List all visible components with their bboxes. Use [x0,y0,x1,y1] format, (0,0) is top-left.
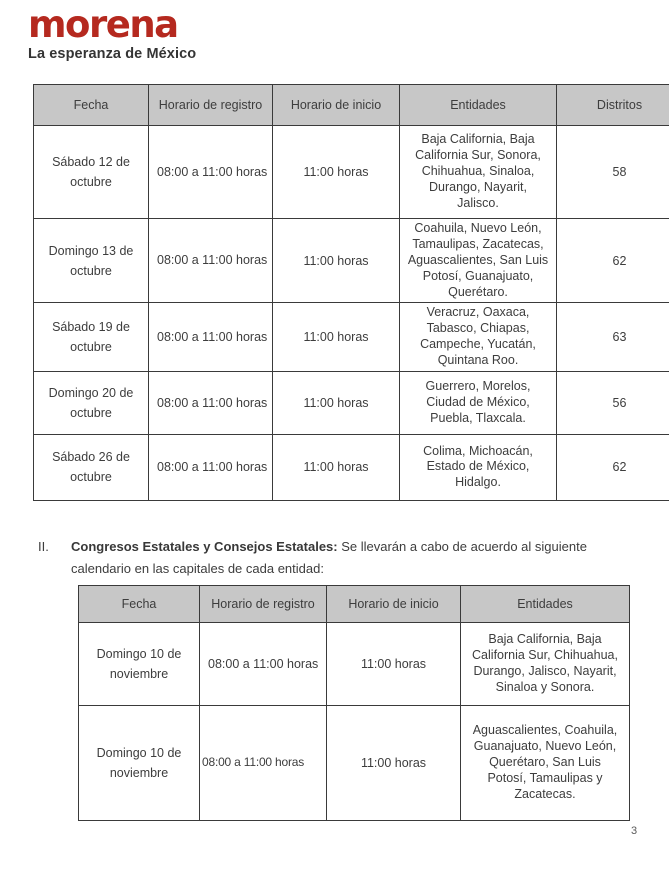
cell-fecha: Sábado 26 de octubre [34,434,149,500]
section-ii-body-text: Se llevarán a cabo de acuerdo al siguiente calendario en las capitales de cada entidad: [71,539,587,577]
cell-horario-registro: 08:00 a 11:00 horas [149,219,273,303]
column-header-horario-registro: Horario de registro [200,586,327,623]
cell-horario-registro: 08:00 a 11:00 horas [149,434,273,500]
cell-horario-inicio: 11:00 horas [273,371,400,434]
cell-horario-inicio: 11:00 horas [273,303,400,372]
column-header-entidades: Entidades [461,586,630,623]
cell-fecha: Sábado 19 de octubre [34,303,149,372]
cell-entidades: Aguascalientes, Coahuila, Guanajuato, Nuevo León, Querétaro, San Luis Potosí, Tamaulipas y Zacatecas. [461,706,630,821]
cell-fecha: Domingo 13 de octubre [34,219,149,303]
table-row [79,706,630,821]
cell-horario-inicio: 11:00 horas [273,126,400,219]
cell-entidades: Guerrero, Morelos, Ciudad de México, Puebla, Tlaxcala. [400,371,557,434]
cell-horario-inicio: 11:00 horas [327,623,461,706]
table-row [34,219,669,303]
column-header-horario-inicio: Horario de inicio [327,586,461,623]
cell-horario-registro: 08:00 a 11:00 horas [200,623,327,706]
cell-horario-inicio: 11:00 horas [273,219,400,303]
state-congress-calendar-table [78,585,630,821]
table1-header [34,85,669,126]
column-header-fecha: Fecha [34,85,149,126]
table-header-row [79,586,630,623]
cell-horario-registro: 08:00 a 11:00 horas [200,706,327,821]
morena-logo [28,3,197,62]
column-header-distritos: Distritos [557,85,669,126]
table-row [34,303,669,372]
table-row [34,434,669,500]
page-number: 3 [631,825,638,837]
brand-tagline: La esperanza de México [28,45,197,62]
cell-entidades: Baja California, Baja California Sur, Chihuahua, Durango, Jalisco, Nayarit, Sinaloa y Sonora. [461,623,630,706]
cell-fecha: Domingo 20 de octubre [34,371,149,434]
table2-body [79,623,630,821]
table2-header [79,586,630,623]
section-ii-number: II. [38,539,49,554]
section-ii-title: Congresos Estatales y Consejos Estatales: [71,539,338,554]
column-header-horario-inicio: Horario de inicio [273,85,400,126]
cell-distritos: 62 [557,219,669,303]
column-header-fecha: Fecha [79,586,200,623]
cell-entidades: Colima, Michoacán, Estado de México, Hidalgo. [400,434,557,500]
cell-entidades: Baja California, Baja California Sur, Sonora, Chihuahua, Sinaloa, Durango, Nayarit, Jalisco. [400,126,557,219]
section-ii-paragraph [38,536,638,580]
cell-distritos: 56 [557,371,669,434]
column-header-horario-registro: Horario de registro [149,85,273,126]
brand-wordmark: morena [28,3,178,46]
table1-body [34,126,669,501]
table-header-row [34,85,669,126]
cell-distritos: 62 [557,434,669,500]
cell-fecha: Sábado 12 de octubre [34,126,149,219]
cell-horario-registro: 08:00 a 11:00 horas [149,303,273,372]
cell-horario-registro: 08:00 a 11:00 horas [149,126,273,219]
cell-entidades: Veracruz, Oaxaca, Tabasco, Chiapas, Campeche, Yucatán, Quintana Roo. [400,303,557,372]
district-congress-calendar-table [33,84,669,501]
cell-distritos: 58 [557,126,669,219]
cell-distritos: 63 [557,303,669,372]
cell-horario-inicio: 11:00 horas [273,434,400,500]
cell-fecha: Domingo 10 de noviembre [79,706,200,821]
table-row [34,371,669,434]
table-row [79,623,630,706]
cell-horario-registro: 08:00 a 11:00 horas [149,371,273,434]
table-row [34,126,669,219]
section-ii-text [71,536,638,580]
column-header-entidades: Entidades [400,85,557,126]
cell-fecha: Domingo 10 de noviembre [79,623,200,706]
cell-entidades: Coahuila, Nuevo León, Tamaulipas, Zacatecas, Aguascalientes, San Luis Potosí, Guanajuato, Querétaro. [400,219,557,303]
cell-horario-inicio: 11:00 horas [327,706,461,821]
